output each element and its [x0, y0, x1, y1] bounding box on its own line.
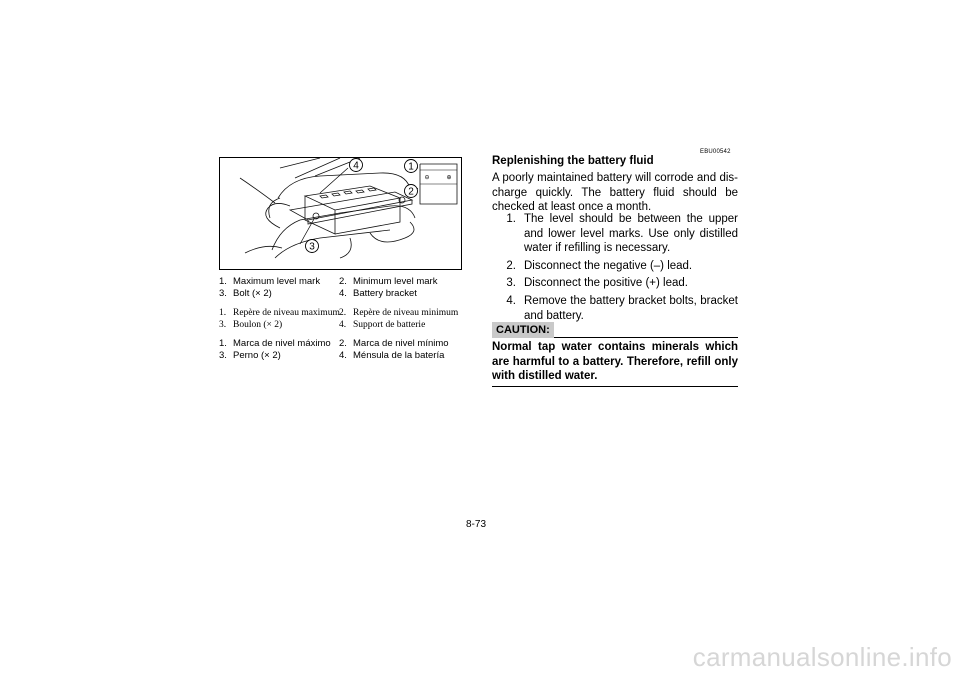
- battery-drawing: [220, 158, 461, 269]
- captions-french: [219, 307, 469, 331]
- caution-text: Normal tap water contains minerals which are harmful to a battery. Therefore, refill only with distilled water.: [492, 341, 738, 383]
- figure-captions: [219, 276, 469, 369]
- caption-item: 3. Bolt (× 2): [219, 288, 272, 299]
- callout-2: 2: [408, 186, 414, 198]
- caption-item: 4. Ménsula de la batería: [339, 350, 445, 361]
- intro-paragraph: A poorly maintained battery will corrode and dis-charge quickly. The battery fluid should be checked at least once a month.: [492, 172, 738, 214]
- callout-1: 1: [408, 161, 414, 173]
- procedure-steps: [492, 212, 738, 326]
- watermark-text: carmanualsonline.info: [692, 642, 952, 672]
- list-item: 1. The level should be between the upper and lower level marks. Use only distilled water if refilling is necessary.: [506, 213, 738, 255]
- captions-english: [219, 276, 469, 300]
- caption-item: 2. Minimum level mark: [339, 276, 438, 287]
- fluid-level-inset: [418, 160, 458, 205]
- callout-4: 4: [353, 160, 359, 172]
- caption-item: 1. Marca de nivel máximo: [219, 338, 331, 349]
- caption-item: 2. Repère de niveau minimum: [339, 308, 459, 318]
- battery-illustration: [219, 157, 462, 270]
- list-item: 2. Disconnect the negative (–) lead.: [506, 259, 693, 272]
- caution-label: CAUTION:: [492, 322, 554, 338]
- caption-item: 3. Boulon (× 2): [219, 320, 283, 330]
- caution-divider: [554, 337, 738, 338]
- section-heading: Replenishing the battery fluid: [492, 155, 654, 167]
- callout-3: 3: [309, 241, 315, 253]
- caption-item: 1. Repère de niveau maximum: [219, 308, 340, 318]
- list-item: 4. Remove the battery bracket bolts, bracket and battery.: [506, 294, 738, 322]
- minus-terminal-mark: ⊖: [424, 175, 430, 181]
- caption-item: 4. Battery bracket: [339, 288, 417, 299]
- caption-item: 1. Maximum level mark: [219, 276, 321, 287]
- caption-item: 3. Perno (× 2): [219, 350, 281, 361]
- captions-spanish: [219, 338, 469, 362]
- caution-header: [492, 322, 738, 338]
- reference-code: EBU00542: [700, 149, 731, 155]
- caption-item: 4. Support de batterie: [339, 320, 426, 330]
- caution-bottom-divider: [492, 386, 738, 387]
- plus-terminal-mark: ⊕: [446, 175, 452, 181]
- list-item: 3. Disconnect the positive (+) lead.: [506, 277, 688, 290]
- caption-item: 2. Marca de nivel mínimo: [339, 338, 449, 349]
- page-number: 8-73: [466, 519, 487, 530]
